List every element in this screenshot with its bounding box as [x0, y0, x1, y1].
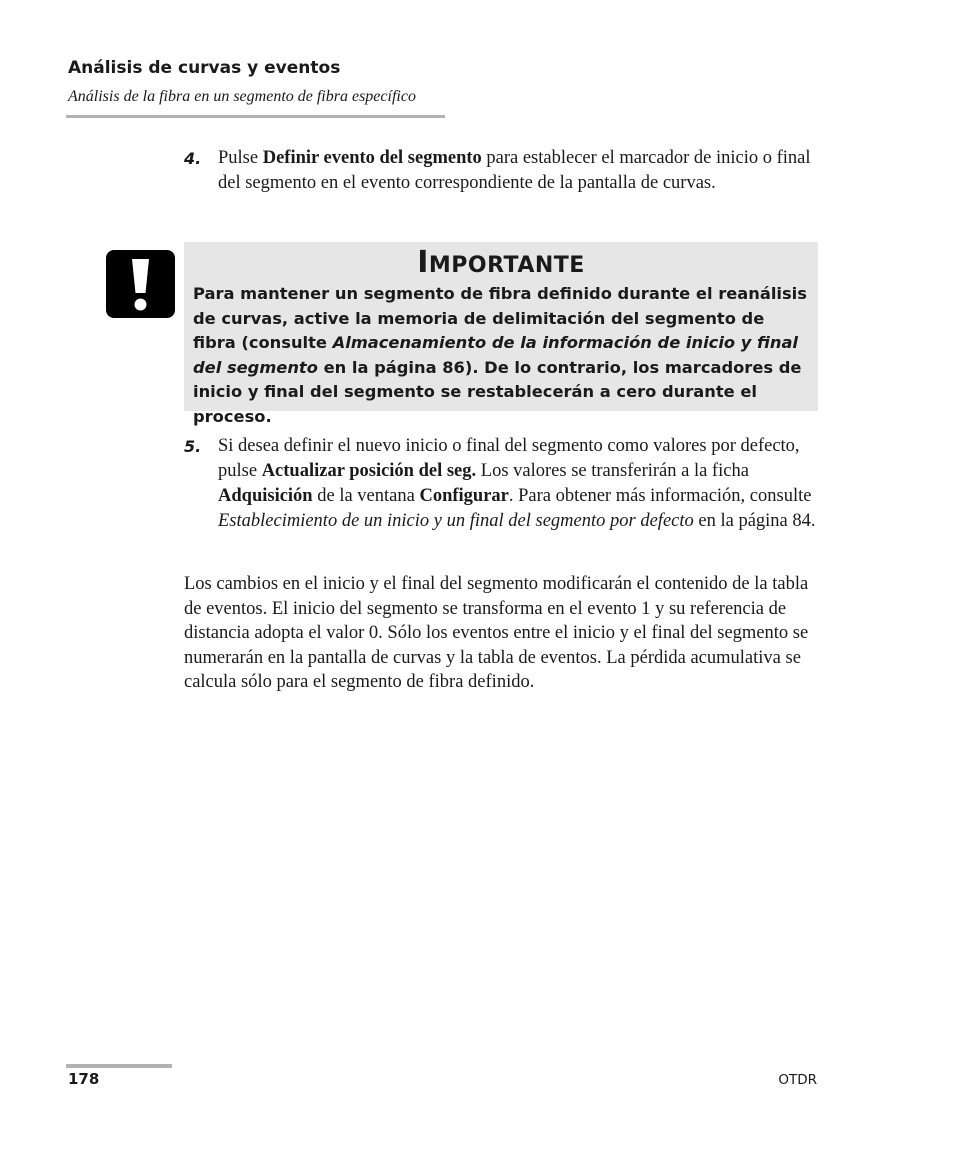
step-text: Si desea definir el nuevo inicio o final del segmento como valores por defecto, pulse Actualizar posición del seg. Los valores se transferirán a la ficha Adquisición de la ventana Configurar. Para obtener más información, consulte Establecimiento de un inicio y un final del segmento por defecto en la página 84.: [218, 436, 816, 531]
page-number: 178: [68, 1070, 100, 1088]
important-notice: [184, 242, 818, 426]
button-reference: Definir evento del segmento: [262, 148, 482, 168]
header-divider: [66, 115, 445, 118]
section-subtitle: Análisis de la fibra en un segmento de fibra específico: [68, 88, 416, 105]
body-paragraph: Los cambios en el inicio y el final del segmento modificarán el contenido de la tabla de eventos. El inicio del segmento se transforma en el evento 1 y su referencia de distancia adopta el valor 0. Sólo los eventos entre el inicio y el final del segmento se numerarán en la pantalla de curvas y la tabla de eventos. La pérdida acumulativa se calcula sólo para el segmento de fibra definido.: [184, 574, 809, 693]
notice-text: Para mantener un segmento de fibra definido durante el reanálisis de curvas, active la memoria de delimitación del segmento de fibra (consulte Almacenamiento de la información de inicio y final del segmento en la página 86). De lo contrario, los marcadores de inicio y final del segmento se restablecerán a cero durante el proceso.: [193, 284, 807, 426]
footer-divider: [66, 1064, 172, 1068]
step-4: [184, 146, 818, 196]
cross-reference: Establecimiento de un inicio y un final del segmento por defecto: [218, 511, 694, 531]
product-name: OTDR: [778, 1072, 817, 1088]
step-number: 5.: [184, 437, 202, 456]
button-reference: Actualizar posición del seg.: [261, 461, 477, 481]
chapter-title: Análisis de curvas y eventos: [68, 58, 341, 78]
step-5: [184, 434, 818, 534]
step-text: Pulse Definir evento del segmento para establecer el marcador de inicio o final del segmento en el evento correspondiente de la pantalla de curvas.: [218, 148, 811, 193]
cross-reference: Almacenamiento de la información de inicio y final del segmento: [193, 333, 799, 377]
tab-reference: Adquisición: [218, 486, 313, 506]
step-number: 4.: [184, 149, 202, 168]
notice-title: IMPORTANTE: [417, 245, 585, 280]
exclamation-icon: [106, 250, 175, 318]
window-reference: Configurar: [419, 486, 509, 506]
